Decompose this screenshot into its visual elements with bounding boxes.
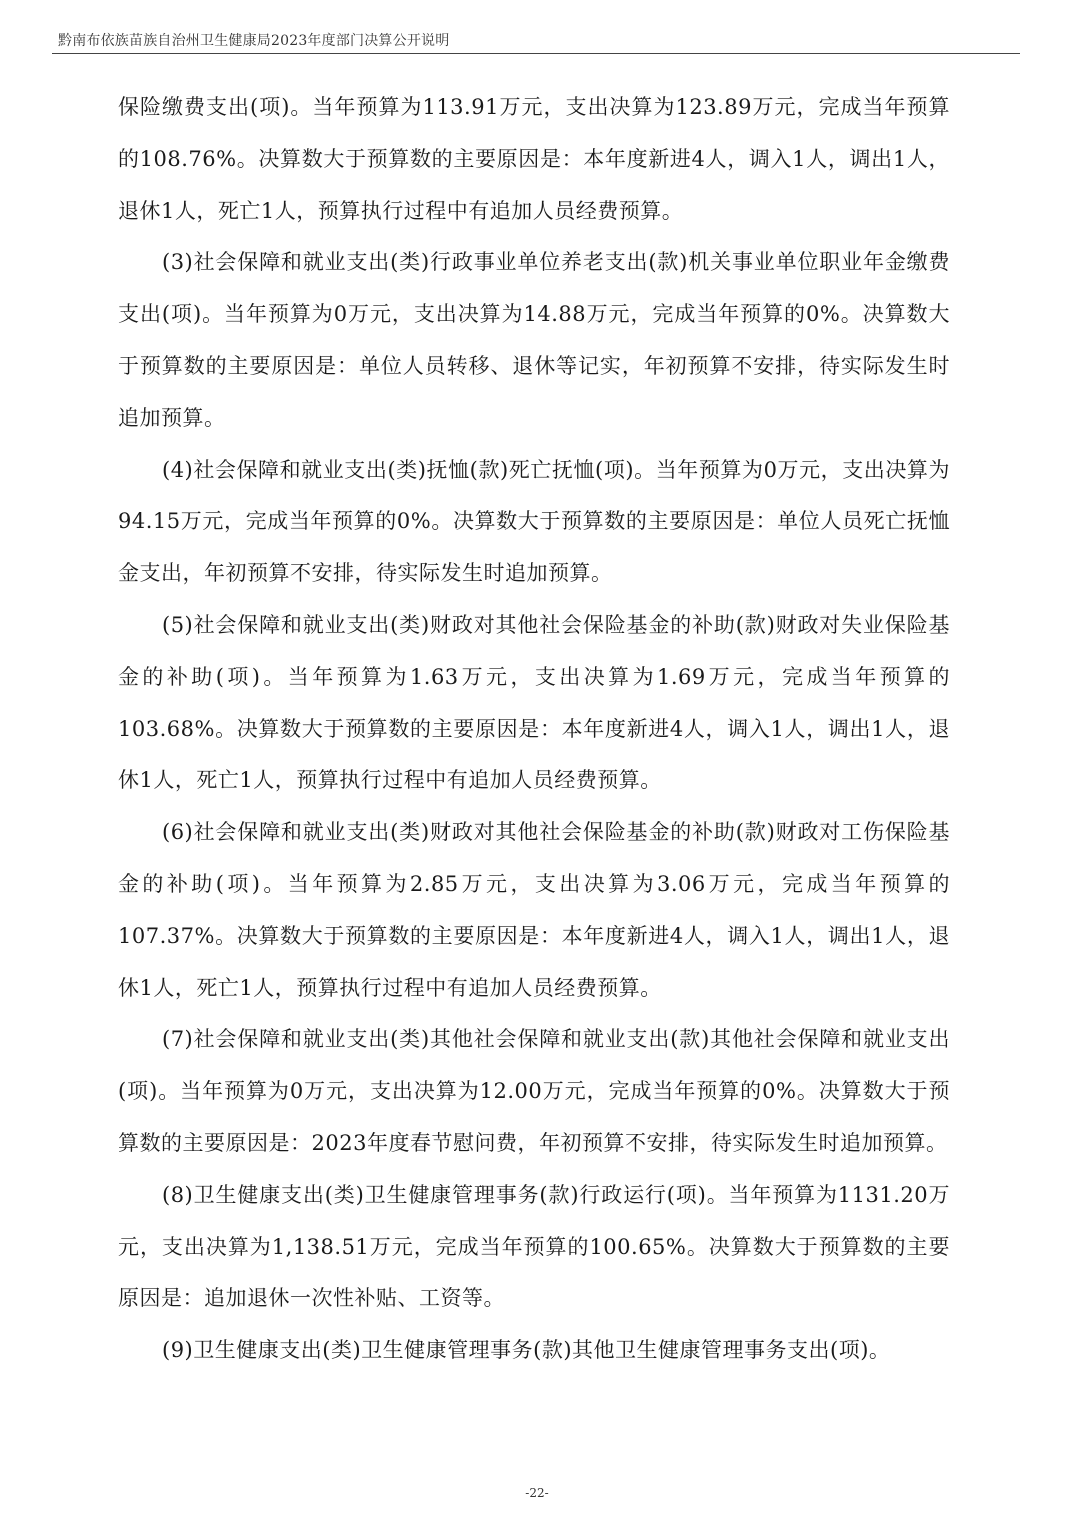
paragraph-item-3: (3)社会保障和就业支出(类)行政事业单位养老支出(款)机关事业单位职业年金缴费支出(项)。当年预算为0万元，支出决算为14.88万元，完成当年预算的0%。决算数大于预算数的主要原因是：单位人员转移、退休等记实，年初预算不安排，待实际发生时追加预算。 <box>118 250 950 430</box>
paragraph-item-7: (7)社会保障和就业支出(类)其他社会保障和就业支出(款)其他社会保障和就业支出(项)。当年预算为0万元，支出决算为12.00万元，完成当年预算的0%。决算数大于预算数的主要原因是：2023年度春节慰问费，年初预算不安排，待实际发生时追加预算。 <box>118 1027 950 1155</box>
paragraph-item-4: (4)社会保障和就业支出(类)抚恤(款)死亡抚恤(项)。当年预算为0万元，支出决算为94.15万元，完成当年预算的0%。决算数大于预算数的主要原因是：单位人员死亡抚恤金支出，年初预算不安排，待实际发生时追加预算。 <box>118 457 950 586</box>
document-header: 黔南布依族苗族自治州卫生健康局2023年度部门决算公开说明 <box>58 33 450 49</box>
page-number: -22- <box>525 1486 549 1500</box>
document-body <box>118 82 950 1377</box>
paragraph-item-8: (8)卫生健康支出(类)卫生健康管理事务(款)行政运行(项)。当年预算为1131.20万元，支出决算为1,138.51万元，完成当年预算的100.65%。决算数大于预算数的主要原因是：追加退休一次性补贴、工资等。 <box>118 1182 950 1311</box>
header-divider <box>52 53 1020 54</box>
paragraph-item-5: (5)社会保障和就业支出(类)财政对其他社会保险基金的补助(款)财政对失业保险基金的补助(项)。当年预算为1.63万元，支出决算为1.69万元，完成当年预算的103.68%。决算数大于预算数的主要原因是：本年度新进4人，调入1人，调出1人，退休1人，死亡1人，预算执行过程中有追加人员经费预算。 <box>118 612 950 793</box>
paragraph-item-9: (9)卫生健康支出(类)卫生健康管理事务(款)其他卫生健康管理事务支出(项)。 <box>162 1338 891 1363</box>
paragraph-continuation: 保险缴费支出(项)。当年预算为113.91万元，支出决算为123.89万元，完成当年预算的108.76%。决算数大于预算数的主要原因是：本年度新进4人，调入1人，调出1人，退休1人，死亡1人，预算执行过程中有追加人员经费预算。 <box>118 95 950 223</box>
paragraph-item-6: (6)社会保障和就业支出(类)财政对其他社会保险基金的补助(款)财政对工伤保险基金的补助(项)。当年预算为2.85万元，支出决算为3.06万元，完成当年预算的107.37%。决算数大于预算数的主要原因是：本年度新进4人，调入1人，调出1人，退休1人，死亡1人，预算执行过程中有追加人员经费预算。 <box>118 820 950 1000</box>
